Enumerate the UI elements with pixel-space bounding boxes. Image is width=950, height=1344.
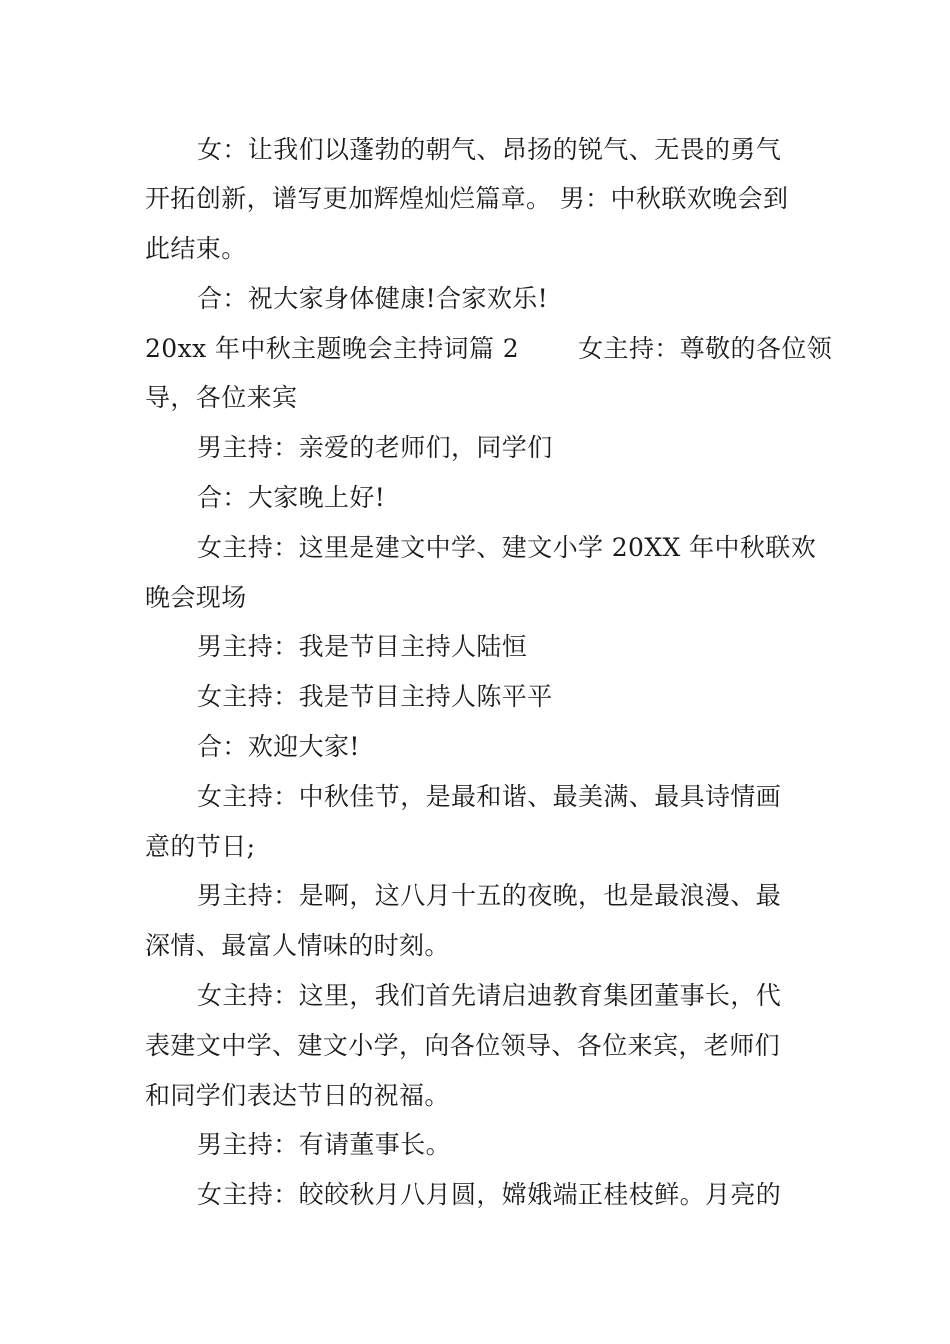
text-line: 女主持：这里，我们首先请启迪教育集团董事长，代: [197, 981, 782, 1010]
text-line: 男主持：亲爱的老师们，同学们: [197, 433, 553, 462]
text-line: 和同学们表达节日的祝福。: [145, 1081, 450, 1110]
text-line: 男主持：我是节目主持人陆恒: [197, 632, 528, 661]
text-line: 导，各位来宾: [145, 383, 298, 412]
section-heading-line: 20xx 年中秋主题晚会主持词篇 2 女主持：尊敬的各位领: [145, 334, 833, 363]
text-line: 女主持：中秋佳节，是最和谐、最美满、最具诗情画: [197, 782, 782, 811]
text-line: 女主持：皎皎秋月八月圆，嫦娥端正桂枝鲜。月亮的: [197, 1180, 782, 1209]
text-line: 女：让我们以蓬勃的朝气、昂扬的锐气、无畏的勇气: [197, 135, 782, 164]
text-line: 女主持：这里是建文中学、建文小学 20XX 年中秋联欢: [197, 533, 817, 562]
text-line: 合：大家晚上好!: [197, 483, 386, 512]
text-line: 女主持：我是节目主持人陈平平: [197, 682, 553, 711]
text-line: 表建文中学、建文小学，向各位领导、各位来宾，老师们: [145, 1031, 781, 1060]
text-line: 开拓创新，谱写更加辉煌灿烂篇章。 男：中秋联欢晚会到: [145, 184, 789, 213]
text-line: 意的节日;: [145, 832, 256, 861]
text-line: 此结束。: [145, 234, 247, 263]
text-line: 合：祝大家身体健康!合家欢乐!: [197, 284, 549, 313]
text-line: 男主持：有请董事长。: [197, 1130, 452, 1159]
text-line: 深情、最富人情味的时刻。: [145, 931, 450, 960]
text-line: 合：欢迎大家!: [197, 732, 360, 761]
text-line: 男主持：是啊，这八月十五的夜晚，也是最浪漫、最: [197, 881, 782, 910]
text-line: 晚会现场: [145, 583, 247, 612]
